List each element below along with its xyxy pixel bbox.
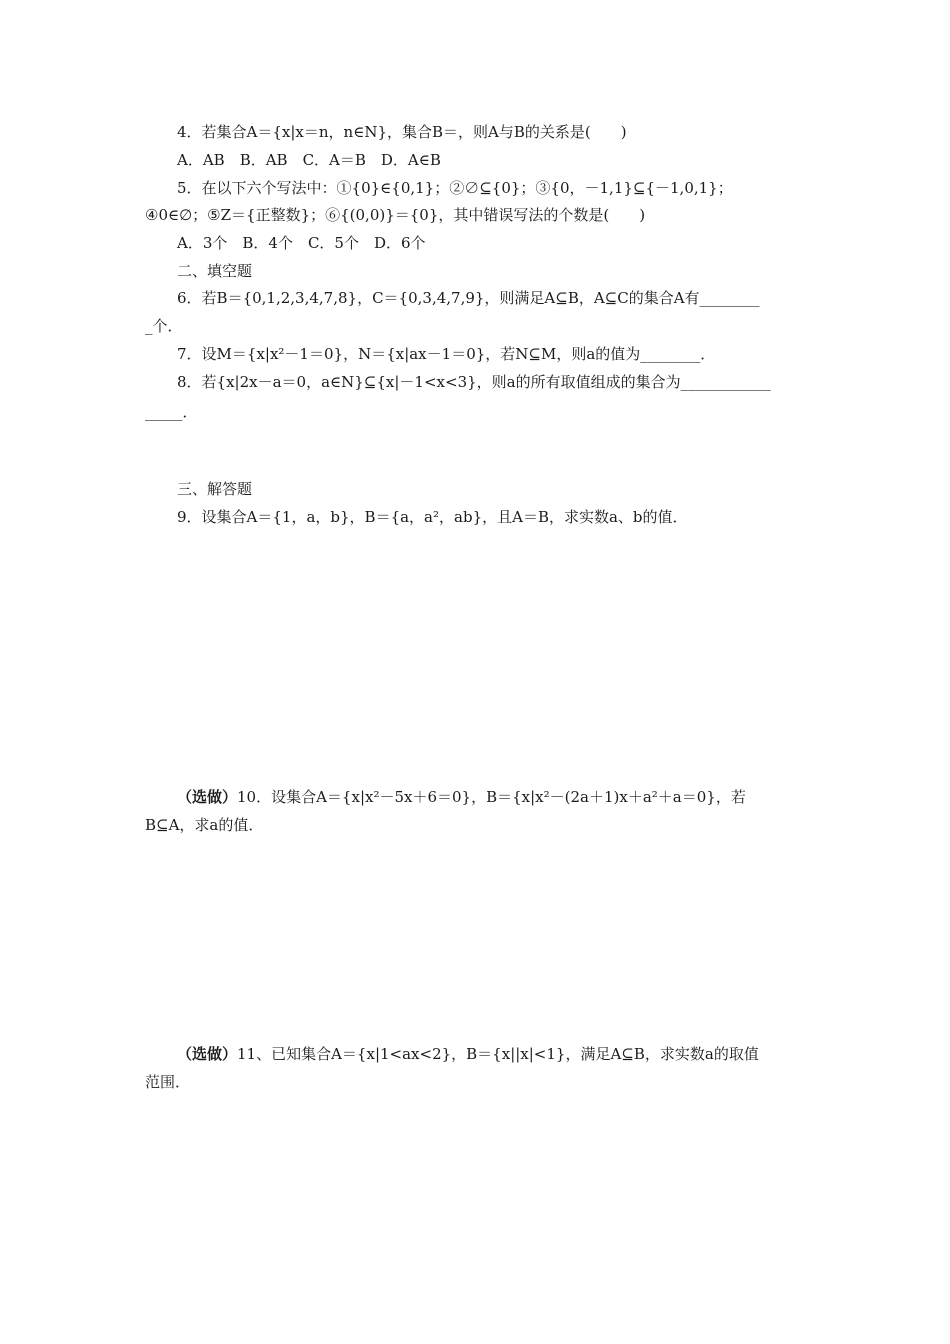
question-5-options: A．3个 B．4个 C．5个 D．6个 (177, 234, 426, 252)
question-10-line2: B⊆A，求a的值． (145, 816, 264, 834)
question-6-line2: _个． (145, 317, 183, 335)
question-9: 9．设集合A＝{1，a，b}，B＝{a，a²，ab}，且A＝B，求实数a、b的值． (177, 508, 688, 526)
question-7: 7．设M＝{x|x²－1＝0}，N＝{x|ax－1＝0}，若N⊆M，则a的值为________． (177, 345, 716, 363)
question-10-line1 (177, 786, 746, 808)
question-4-options: A．AB B．AB C．A＝B D．A∈B (177, 151, 441, 169)
question-4-stem: 4．若集合A＝{x|x＝n，n∈N}，集合B＝，则A与B的关系是( ) (177, 123, 627, 141)
optional-tag: （选做） (177, 1045, 238, 1063)
question-6-line1: 6．若B＝{0,1,2,3,4,7,8}，C＝{0,3,4,7,9}，则满足A⊆B，A⊆C的集合A有________ (177, 289, 760, 307)
question-10-text: 10．设集合A＝{x|x²－5x＋6＝0}，B＝{x|x²－(2a＋1)x＋a²＋a＝0}，若 (237, 788, 746, 806)
question-8-line1: 8．若{x|2x－a＝0，a∈N}⊆{x|－1<x<3}，则a的所有取值组成的集合为____________ (177, 373, 771, 391)
optional-tag: （选做） (177, 788, 238, 806)
question-8-line2: _____． (145, 403, 198, 421)
question-11-line1 (177, 1043, 759, 1065)
section-fill-in-title: 二、填空题 (177, 262, 253, 280)
question-5-line2: ④0∈∅；⑤Z＝{正整数}；⑥{(0,0)}＝{0}，其中错误写法的个数是( ) (145, 206, 646, 224)
question-11-text: 11、已知集合A＝{x|1<ax<2}，B＝{x||x|<1}，满足A⊆B，求实数a的取值 (237, 1045, 759, 1063)
section-answer-title: 三、解答题 (177, 480, 253, 498)
question-5-line1: 5．在以下六个写法中：①{0}∈{0,1}；②∅⊆{0}；③{0，－1,1}⊆{－1,0,1}； (177, 179, 733, 197)
question-11-line2: 范围． (145, 1073, 191, 1091)
